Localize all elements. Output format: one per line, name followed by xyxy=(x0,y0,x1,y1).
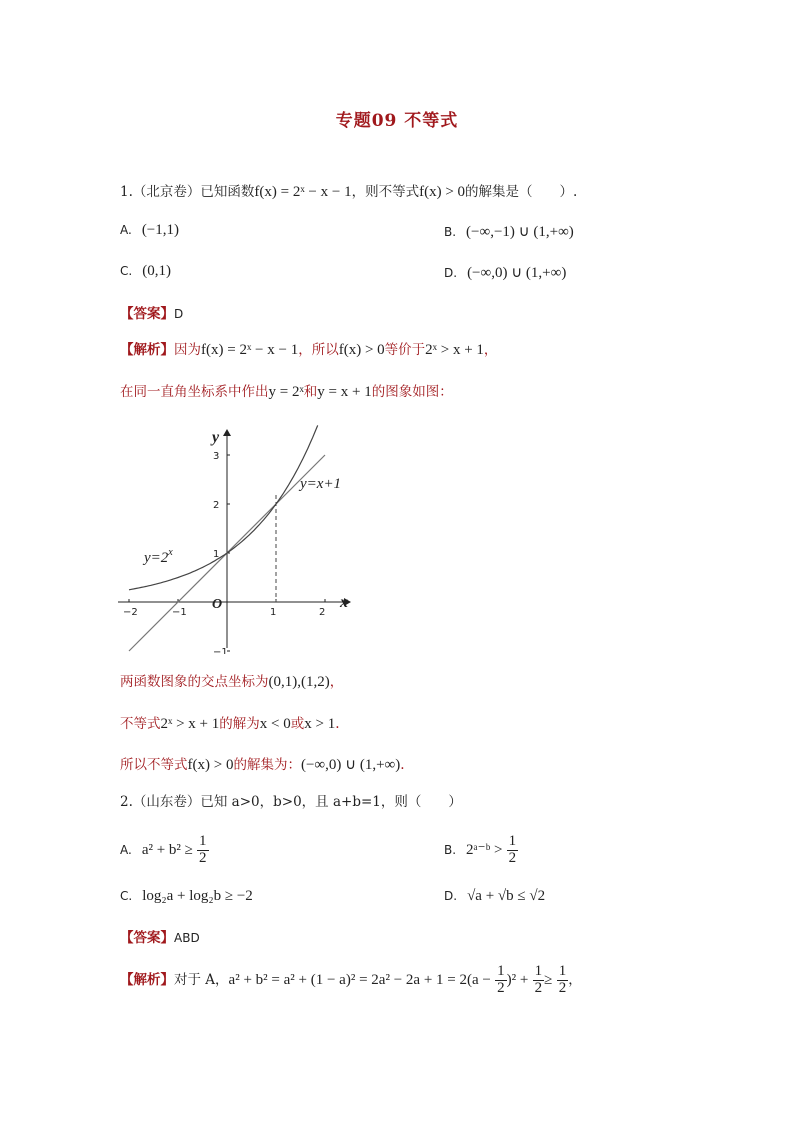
q2-option-a[interactable] xyxy=(120,834,209,867)
analysis-text: 在同一直角坐标系中作出 xyxy=(120,384,269,400)
analysis-text: 对于 A， xyxy=(174,971,229,988)
fraction: $\frac{1}{2}$ xyxy=(534,963,543,996)
fraction: $\frac{1}{2}$ xyxy=(199,833,207,866)
analysis-text: ， xyxy=(568,971,582,988)
q1-analysis-line-1 xyxy=(120,338,497,359)
analysis-text: ，所以 xyxy=(298,342,339,358)
analysis-tag: 【解析】 xyxy=(120,971,174,988)
option-label: D. xyxy=(444,889,458,903)
x-tick-label: 2 xyxy=(319,607,326,618)
q2-answer xyxy=(120,926,200,946)
analysis-text: 和 xyxy=(303,384,318,400)
analysis-text: 所以不等式 xyxy=(120,757,188,773)
option-text: (0,1) xyxy=(142,263,171,279)
x-axis-label: x xyxy=(340,594,348,611)
answer-value: D xyxy=(174,307,184,321)
origin-label: O xyxy=(212,597,223,612)
answer-value: ABD xyxy=(174,931,200,945)
q2-option-b[interactable] xyxy=(444,834,518,867)
q2-stem: 2.（山东卷）已知 a>0，b>0，且 a+b=1，则（ ） xyxy=(120,794,462,810)
q1-option-b[interactable] xyxy=(444,222,574,241)
option-label: A. xyxy=(120,223,132,237)
q1-analysis-line-2 xyxy=(120,380,453,401)
x-tick-label: 1 xyxy=(270,607,277,618)
option-label: B. xyxy=(444,842,457,857)
analysis-math: )² + xyxy=(506,971,529,988)
q1-option-d[interactable] xyxy=(444,263,566,282)
analysis-math: 2ˣ > x + 1 xyxy=(425,342,484,358)
q1-option-a[interactable] xyxy=(120,222,179,239)
x-tick-label: −2 xyxy=(123,607,138,618)
q1-answer xyxy=(120,302,183,322)
analysis-math: ≥ xyxy=(544,971,553,988)
analysis-math: f(x) > 0 xyxy=(338,342,385,358)
analysis-text: 两函数图象的交点坐标为 xyxy=(120,674,269,690)
fraction: $\frac{1}{2}$ xyxy=(558,963,567,996)
analysis-text: ， xyxy=(329,674,344,690)
analysis-math: a² + b² = a² + (1 − a)² = 2a² − 2a + 1 = 2(a − xyxy=(228,971,491,988)
analysis-math: x > 1 xyxy=(304,716,336,732)
option-text: (−∞,−1) ∪ (1,+∞) xyxy=(466,224,574,240)
analysis-text: 因为 xyxy=(174,342,201,358)
analysis-text: 的解集为： xyxy=(233,757,301,773)
q1-stem-post: 的解集是（ ）. xyxy=(465,184,578,200)
option-text: a² + b² ≥ xyxy=(141,841,193,858)
option-label: C. xyxy=(120,264,133,278)
option-label: D. xyxy=(444,266,458,280)
fraction: $\frac{1}{2}$ xyxy=(497,963,505,996)
q1-analysis-line-4 xyxy=(120,712,340,733)
y-tick-label: −1 xyxy=(213,647,228,654)
analysis-text: ， xyxy=(483,342,498,358)
option-label: A. xyxy=(120,842,132,857)
q2-option-d[interactable] xyxy=(444,888,545,905)
fraction: $\frac{1}{2}$ xyxy=(508,833,517,866)
option-label: C. xyxy=(120,889,133,903)
page-title: 专题09 不等式 xyxy=(335,111,459,131)
analysis-math: y = 2ˣ xyxy=(268,384,304,400)
option-label: B. xyxy=(444,225,457,239)
q1-stem xyxy=(120,180,577,201)
option-text: 2ᵃ⁻ᵇ > xyxy=(466,841,503,858)
answer-tag: 【答案】 xyxy=(120,306,174,322)
x-tick-label: −1 xyxy=(172,607,187,618)
analysis-math: f(x) > 0 xyxy=(187,757,234,773)
analysis-math: y = x + 1 xyxy=(317,384,372,400)
q1-ineq: f(x) > 0 xyxy=(419,184,466,200)
q1-option-c[interactable] xyxy=(120,263,171,280)
y-tick-label: 2 xyxy=(213,500,220,511)
analysis-text: . xyxy=(335,716,340,732)
analysis-math: (−∞,0) ∪ (1,+∞) xyxy=(300,757,401,773)
analysis-text: . xyxy=(400,757,405,773)
analysis-math: (0,1),(1,2) xyxy=(268,674,330,690)
y-tick-label: 1 xyxy=(213,549,220,560)
line-label: y=x+1 xyxy=(300,476,342,492)
analysis-text: 不等式 xyxy=(120,716,161,732)
answer-tag: 【答案】 xyxy=(120,930,174,946)
y-axis-label: y xyxy=(212,429,220,446)
analysis-text: 的图象如图： xyxy=(371,384,453,400)
analysis-math: 2ˣ > x + 1 xyxy=(160,716,220,732)
q1-stem-text: 1.（北京卷）已知函数 xyxy=(120,184,255,200)
curve-label: $y=2^x$ xyxy=(144,547,173,566)
q1-analysis-line-3 xyxy=(120,670,343,691)
q1-stem-mid: ，则不等式 xyxy=(351,184,420,200)
q1-analysis-line-5 xyxy=(120,753,405,774)
analysis-math: f(x) = 2ˣ − x − 1 xyxy=(201,342,299,358)
y-tick-label: 3 xyxy=(213,451,220,462)
option-text: √a + √b ≤ √2 xyxy=(467,888,546,904)
q2-option-c[interactable] xyxy=(120,888,253,905)
q1-func: f(x) = 2ˣ − x − 1 xyxy=(254,184,352,200)
option-text: (−1,1) xyxy=(141,222,180,238)
analysis-tag: 【解析】 xyxy=(120,342,174,358)
option-text: (−∞,0) ∪ (1,+∞) xyxy=(467,265,567,281)
analysis-math: x < 0 xyxy=(259,716,291,732)
q2-analysis-line-1 xyxy=(120,964,582,997)
analysis-text: 的解为 xyxy=(219,716,260,732)
function-graph xyxy=(112,422,362,654)
analysis-text: 等价于 xyxy=(384,342,426,358)
analysis-text: 或 xyxy=(290,716,305,732)
option-text: log₂a + log₂b ≥ −2 xyxy=(142,888,253,904)
